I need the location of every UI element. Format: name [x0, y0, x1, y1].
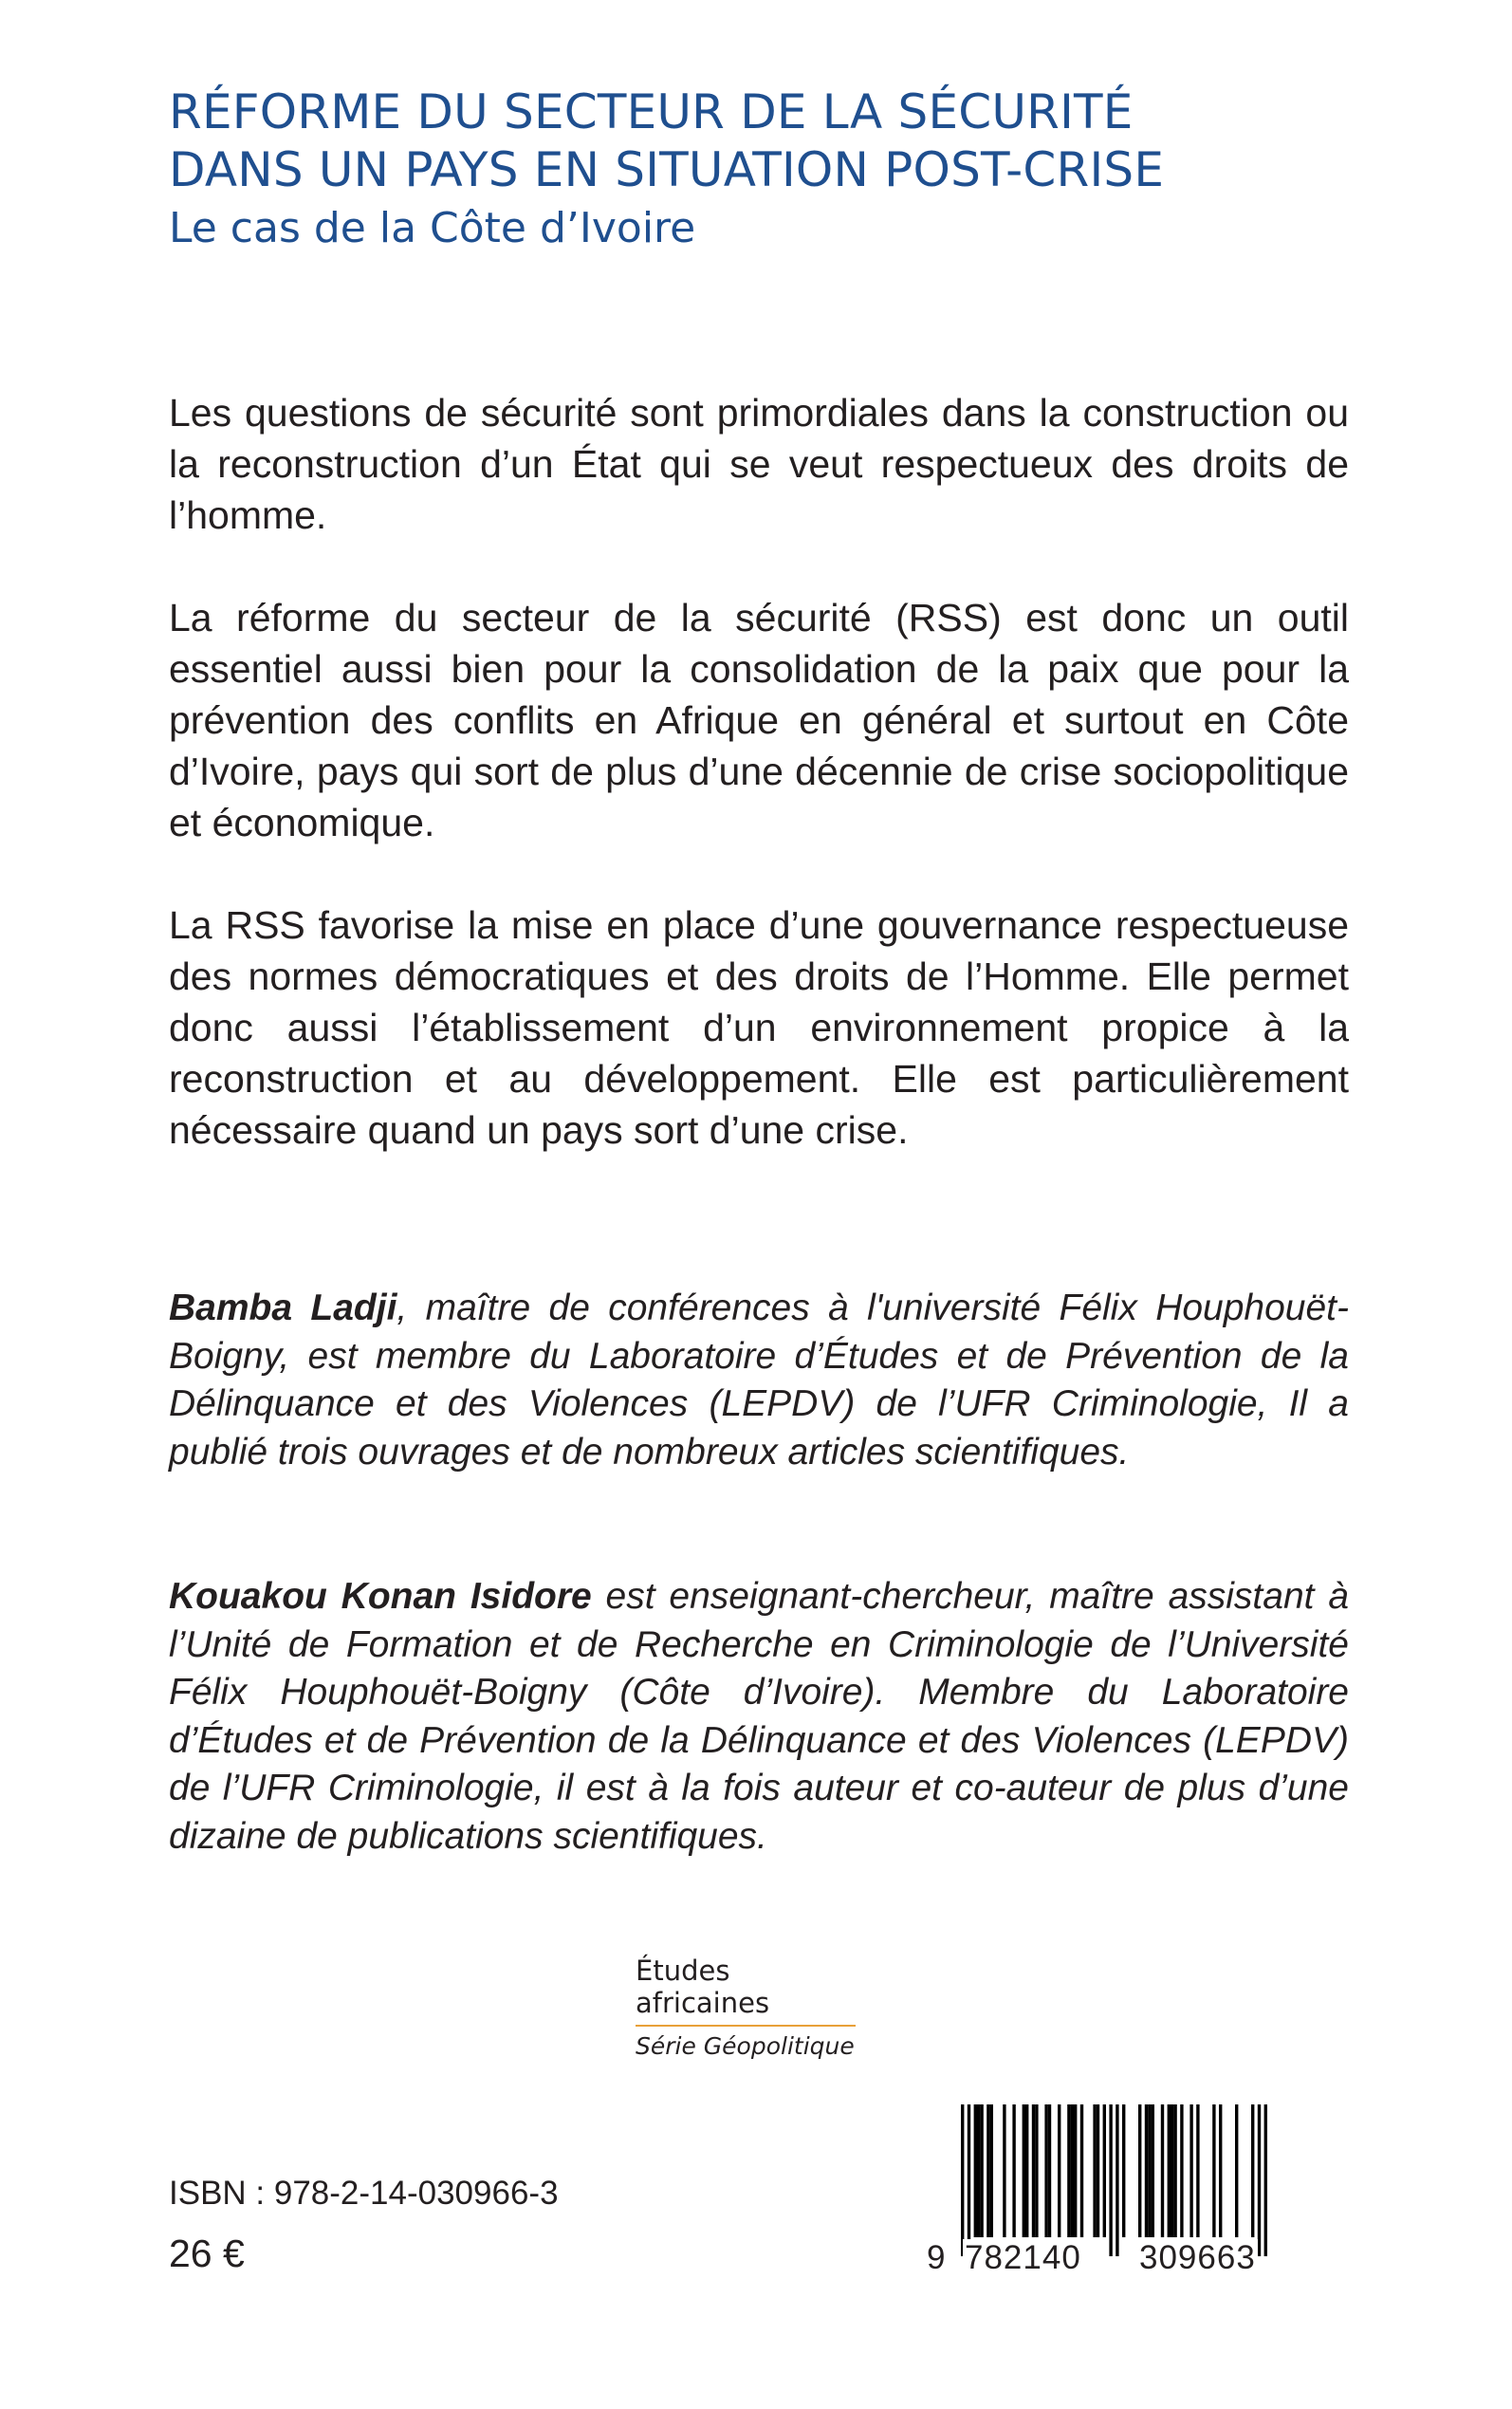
author-bio-text-2: est enseignant-chercheur, maître assistant à l’Unité de Formation et de Recherche en Criminologie de l’Université Félix Houphouët-Boigny (Côte d’Ivoire). Membre du Laboratoire d’Études et de Prévention de la Délinquance et des Violences (LEPDV) de l’UFR Criminologie, il est à la fois auteur et co-auteur de plus d’une dizaine de publications scientifiques.: [169, 1576, 1350, 1857]
series-name: Études africaines: [636, 1955, 856, 2027]
summary-paragraph-2: La réforme du secteur de la sécurité (RSS) est donc un outil essentiel aussi bien pour la consolidation de la paix que pour la prévention des conflits en Afrique en général et surtout en Côte d’Ivoire, pays qui sort de plus d’une décennie de crise sociopolitique et économique.: [169, 596, 1349, 844]
barcode-bar: [1171, 2104, 1173, 2237]
barcode-bar: [1074, 2104, 1077, 2237]
barcode-bar: [1196, 2104, 1199, 2237]
barcode-bar: [974, 2104, 977, 2237]
barcode-lead-digit: 9: [927, 2239, 947, 2276]
barcode-bar: [1093, 2104, 1096, 2237]
barcode-bar: [977, 2104, 980, 2237]
barcode-bar: [1180, 2104, 1183, 2237]
barcode-guard-bar: [1264, 2104, 1267, 2256]
price-label: 26 €: [169, 2232, 245, 2275]
barcode-bar: [1103, 2104, 1106, 2237]
barcode-guard-bar: [1116, 2104, 1118, 2256]
barcode-bar: [1251, 2104, 1254, 2237]
barcode-bar: [1212, 2104, 1215, 2237]
author-bio-2: [169, 1573, 1349, 1861]
series-logo: [636, 1955, 863, 2063]
barcode-bar: [986, 2104, 989, 2237]
barcode-left-group: 782140: [965, 2239, 1081, 2276]
barcode-bar: [1035, 2104, 1038, 2237]
isbn-label: ISBN : 978-2-14-030966-3: [169, 2175, 559, 2212]
barcode-bar: [1189, 2104, 1192, 2237]
barcode-guard-bar: [1258, 2104, 1261, 2256]
barcode-bar: [1025, 2104, 1028, 2237]
barcode-guard-bar: [961, 2104, 964, 2256]
barcode-bar: [1003, 2104, 1005, 2237]
barcode-bar: [1048, 2104, 1051, 2237]
author-name-1: Bamba Ladji: [169, 1288, 397, 1328]
barcode-bar: [990, 2104, 993, 2237]
barcode-bar: [1032, 2104, 1035, 2237]
barcode-bar: [1080, 2104, 1083, 2237]
barcode-bar: [1067, 2104, 1070, 2237]
barcode-bar: [1161, 2104, 1164, 2237]
summary-paragraph-1: Les questions de sécurité sont primordiales dans la construction ou la reconstruction d’un État qui se veut respectueux des droits de l’homme.: [169, 391, 1349, 537]
barcode-bar: [1122, 2104, 1125, 2237]
barcode-bar: [1097, 2104, 1099, 2237]
barcode-bar: [1044, 2104, 1047, 2237]
barcode-bar: [1071, 2104, 1074, 2237]
author-bio-text-1: , maître de conférences à l'université Félix Houphouët-Boigny, est membre du Laboratoire d’Études et de Prévention de la Délinquance et des Violences (LEPDV) de l’UFR Criminologie, Il a publié trois ouvrages et de nombreux articles scientifiques.: [169, 1288, 1350, 1473]
barcode-guard-bar: [968, 2104, 970, 2256]
barcode-bar: [1012, 2104, 1015, 2237]
barcode-bar: [1138, 2104, 1141, 2237]
series-subseries: Série Géopolitique: [636, 2032, 855, 2060]
barcode-bar: [1023, 2104, 1025, 2237]
book-title-block: [169, 83, 1402, 256]
summary-paragraph-3: La RSS favorise la mise en place d’une gouvernance respectueuse des normes démocratiques et des droits de l’Homme. Elle permet donc aussi l’établissement d’un environnement propice à la reconstruction et au développement. Elle est particulièrement nécessaire quand un pays sort d’une crise.: [169, 903, 1349, 1152]
author-bio-1: [169, 1285, 1349, 1476]
barcode-bar: [1235, 2104, 1238, 2237]
barcode-right-group: 309663: [1139, 2239, 1256, 2276]
barcode-guard-bar: [1109, 2104, 1112, 2256]
barcode-bar: [1168, 2104, 1171, 2237]
book-subtitle: Le cas de la Côte d’Ivoire: [169, 204, 696, 252]
barcode-bar: [1148, 2104, 1151, 2237]
barcode-bar: [1152, 2104, 1154, 2237]
barcode-bar: [1173, 2104, 1176, 2237]
barcode-bar: [1058, 2104, 1060, 2237]
barcode-bar: [980, 2104, 983, 2237]
book-title-line-1: RÉFORME DU SECTEUR DE LA SÉCURITÉ: [169, 84, 1134, 139]
author-name-2: Kouakou Konan Isidore: [169, 1576, 592, 1617]
book-title-line-2: DANS UN PAYS EN SITUATION POST-CRISE: [169, 142, 1165, 197]
barcode-bar: [1219, 2104, 1222, 2237]
barcode-bar: [1145, 2104, 1148, 2237]
